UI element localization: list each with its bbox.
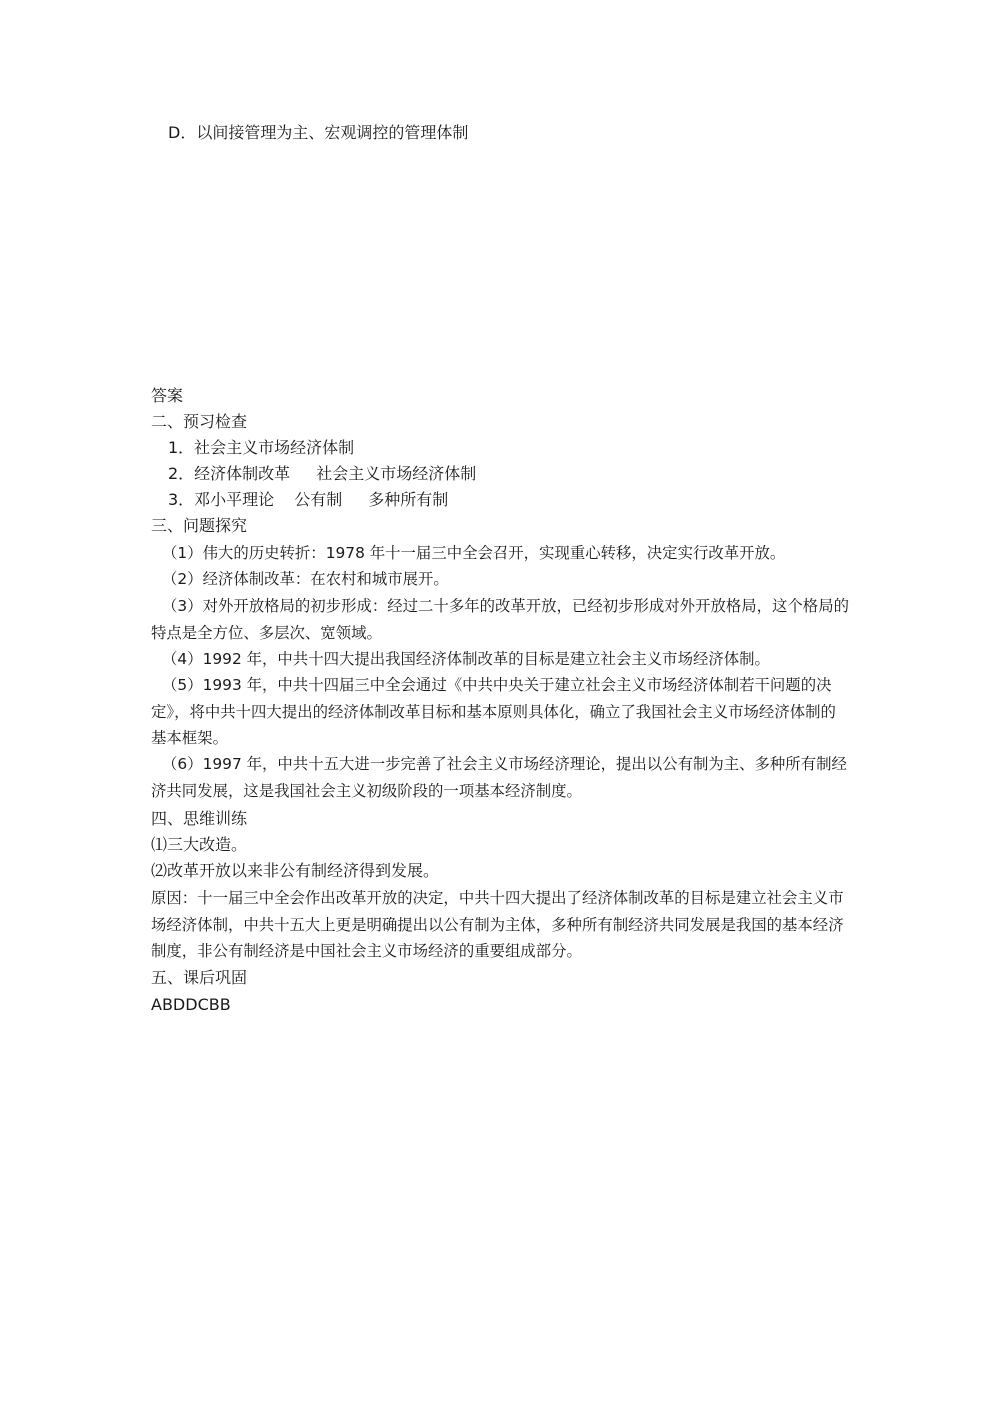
preview-item-2-a: 2．经济体制改革	[168, 464, 291, 483]
preview-item-2	[168, 463, 476, 485]
section-5-title: 五、课后巩固	[151, 968, 248, 987]
preview-item-3-a: 3．邓小平理论	[168, 490, 275, 509]
review-answers: ABDDCBB	[151, 995, 231, 1014]
inquiry-para-3: （3）对外开放格局的初步形成：经过二十多年的改革开放，已经初步形成对外开放格局，这个格局的特点是全方位、多层次、宽领域。	[151, 597, 849, 642]
option-d: D．以间接管理为主、宏观调控的管理体制	[168, 123, 469, 142]
section-3-title: 三、问题探究	[151, 516, 248, 535]
inquiry-para-6: （6）1997 年，中共十五大进一步完善了社会主义市场经济理论，提出以公有制为主、多种所有制经济共同发展，这是我国社会主义初级阶段的一项基本经济制度。	[151, 755, 847, 800]
preview-item-3	[168, 489, 448, 511]
preview-item-2-b: 社会主义市场经济体制	[316, 464, 477, 483]
thinking-reason: 原因：十一届三中全会作出改革开放的决定，中共十四大提出了经济体制改革的目标是建立社会主义市场经济体制，中共十五大上更是明确提出以公有制为主体，多种所有制经济共同发展是我国的基本经济制度，非公有制经济是中国社会主义市场经济的重要组成部分。	[151, 889, 844, 960]
inquiry-para-4: （4）1992 年，中共十四大提出我国经济体制改革的目标是建立社会主义市场经济体制。	[162, 650, 770, 668]
section-2-title: 二、预习检查	[151, 412, 248, 431]
preview-item-1: 1．社会主义市场经济体制	[168, 438, 355, 457]
inquiry-para-1: （1）伟大的历史转折：1978 年十一届三中全会召开，实现重心转移，决定实行改革开放。	[162, 544, 786, 562]
inquiry-para-2: （2）经济体制改革：在农村和城市展开。	[162, 570, 449, 588]
section-4-title: 四、思维训练	[151, 809, 248, 828]
inquiry-para-5: （5）1993 年，中共十四届三中全会通过《中共中央关于建立社会主义市场经济体制若干问题的决定》，将中共十四大提出的经济体制改革目标和基本原则具体化，确立了我国社会主义市场经济体制的基本框架。	[151, 676, 836, 747]
preview-item-3-b: 公有制	[294, 490, 343, 509]
preview-item-3-c: 多种所有制	[368, 490, 449, 509]
thinking-item-1: ⑴三大改造。	[151, 835, 248, 854]
answers-title: 答案	[151, 386, 184, 405]
thinking-item-2: ⑵改革开放以来非公有制经济得到发展。	[151, 861, 440, 880]
